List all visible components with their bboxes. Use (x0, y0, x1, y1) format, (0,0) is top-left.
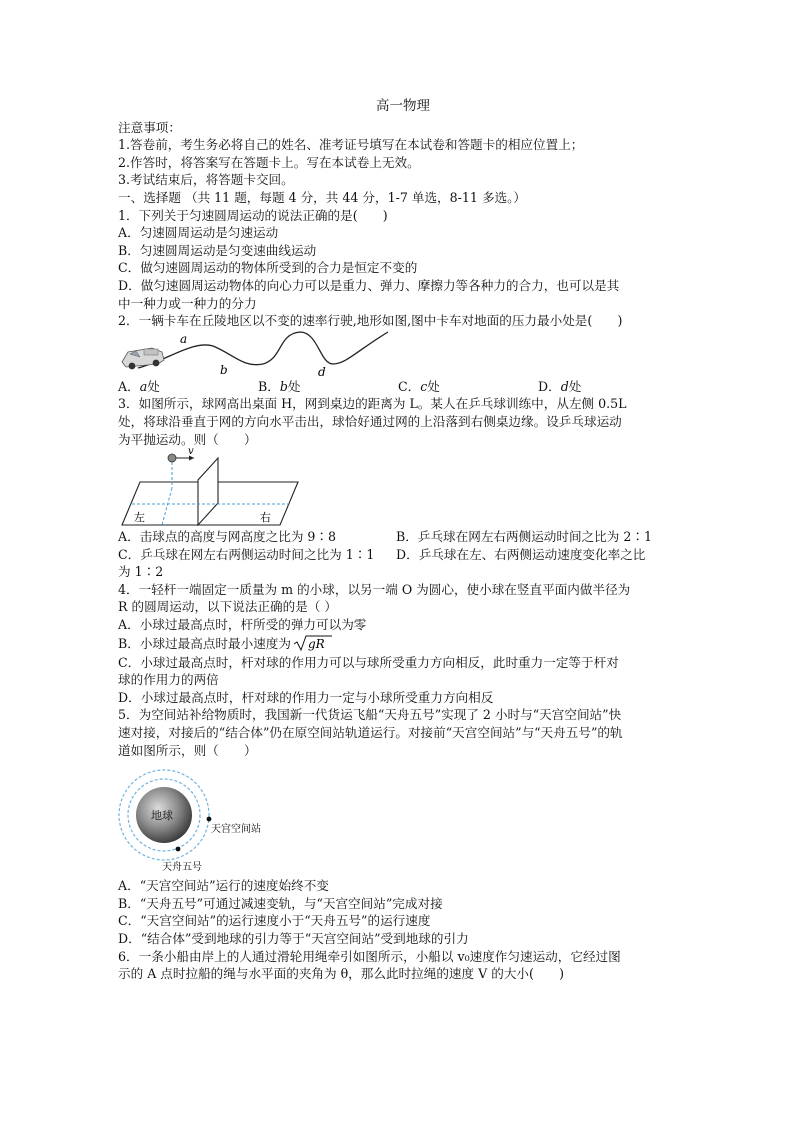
label-right: 右 (260, 511, 271, 525)
section-heading: 一、选择题 （共 11 题，每题 4 分，共 44 分，1-7 单选，8-11 多选。） (118, 189, 527, 205)
q4-option-c: C．小球过最高点时，杆对球的作用力可以与球所受重力方向相反，此时重力一定等于杆对 (118, 654, 619, 670)
q3-stem-line1: 3．如图所示，球网高出桌面 H，网到桌边的距离为 L。某人在乒乓球训练中，从左侧 0.5L (118, 396, 627, 412)
q6-stem-line2: 示的 A 点时拉船的绳与水平面的夹角为 θ，那么此时拉绳的速度 V 的大小( ) (118, 966, 565, 982)
sqrt-gr-formula (293, 634, 333, 652)
q4-stem-line2: R 的圆周运动，以下说法正确的是（ ） (118, 599, 337, 615)
q3-option-c: C．乒乓球在网左右两侧运动时间之比为 1∶1 (118, 546, 375, 562)
q5-stem-line3: 道如图所示，则（ ） (118, 742, 257, 758)
label-ship: 天舟五号 (162, 862, 202, 874)
q1-stem: 1．下列关于匀速圆周运动的说法正确的是( ) (118, 207, 388, 223)
ship-dot (176, 847, 181, 852)
notice-item: 2.作答时，将答案写在答题卡上。写在本试卷上无效。 (118, 154, 420, 170)
q3-options-row1 (118, 528, 688, 546)
q5-option-c: C．“天宫空间站”的运行速度小于“天舟五号”的运行速度 (118, 913, 431, 929)
q4-option-b: B．小球过最高点时最小速度为 gR (118, 634, 688, 654)
q6-stem-line1: 6．一条小船由岸上的人通过滑轮用绳牵引如图所示，小船以 v₀速度作匀速运动，它经过图 (118, 948, 621, 964)
label-b: b (220, 362, 228, 377)
q3-stem-line2: 处，将球沿垂直于网的方向水平击出，球恰好通过网的上沿落到右侧桌边缘。设乒乓球运动 (118, 413, 622, 429)
q5-stem-line2: 速对接，对接后的“结合体”仍在原空间站轨道运行。对接前“天宫空间站”与“天舟五号”的轨 (118, 725, 623, 741)
notice-item: 3.考试结束后，将答题卡交回。 (118, 172, 294, 188)
q1-option-c: C．做匀速圆周运动的物体所受到的合力是恒定不变的 (118, 260, 418, 276)
q5-orbit-figure (118, 759, 688, 877)
q1-option-d: D．做匀速圆周运动物体的向心力可以是重力、弹力、摩擦力等各种力的合力，也可以是其 (118, 277, 620, 293)
label-v: v (188, 448, 194, 458)
q2-terrain-figure (118, 330, 688, 378)
q1-option-d-cont: 中一种力或一种力的分力 (118, 295, 257, 311)
q4-stem-line1: 4．一轻杆一端固定一质量为 m 的小球，以另一端 O 为圆心，使小球在竖直平面内做半径为 (118, 581, 631, 597)
q3-option-d: D．乒乓球在左、右两侧运动速度变化率之比 (396, 546, 646, 562)
q2-option-c: C．c处 (398, 378, 440, 394)
exam-page (118, 98, 688, 983)
svg-text:gR: gR (307, 636, 325, 651)
label-c (291, 330, 298, 331)
q3-table-figure (118, 448, 688, 528)
q2-option-a: A．a处 (118, 378, 160, 394)
q2-options (118, 378, 688, 396)
q1-option-b: B．匀速圆周运动是匀变速曲线运动 (118, 242, 317, 258)
notice-heading: 注意事项： (118, 119, 181, 135)
label-station: 天宫空间站 (211, 824, 261, 836)
q5-option-a: A．“天宫空间站”运行的速度始终不变 (118, 878, 329, 894)
station-dot (207, 817, 212, 822)
q3-option-b: B．乒乓球在网左右两侧运动时间之比为 2∶1 (396, 529, 652, 545)
q4-option-a: A．小球过最高点时，杆所受的弹力可以为零 (118, 617, 367, 633)
q3-stem-line3: 为平抛运动。则（ ） (118, 431, 257, 447)
label-earth: 地球 (151, 809, 173, 823)
q2-option-d: D．d处 (538, 378, 582, 394)
q5-option-d: D．“结合体”受到地球的引力等于“天宫空间站”受到地球的引力 (118, 931, 469, 946)
ball-icon (168, 454, 176, 462)
label-a: a (180, 331, 188, 346)
q5-option-b: B．“天舟五号”可通过减速变轨，与“天宫空间站”完成对接 (118, 895, 443, 911)
q3-option-d-cont: 为 1∶2 (118, 564, 164, 580)
page-title: 高一物理 (376, 98, 430, 114)
q2-option-b: B．b处 (258, 378, 301, 394)
label-left: 左 (134, 511, 145, 525)
q1-option-a: A．匀速圆周运动是匀速运动 (118, 225, 279, 241)
q3-option-a: A．击球点的高度与网高度之比为 9∶8 (118, 529, 337, 545)
q5-stem-line1: 5．为空间站补给物质时，我国新一代货运飞船“天舟五号”实现了 2 小时与“天宫空间站”快 (118, 707, 622, 723)
q2-stem: 2．一辆卡车在丘陵地区以不变的速率行驶,地形如图,图中卡车对地面的压力最小处是( ) (118, 313, 623, 329)
q4-option-c-cont: 球的作用力的两倍 (118, 672, 219, 688)
notice-item: 1.答卷前，考生务必将自己的姓名、准考证号填写在本试卷和答题卡的相应位置上； (118, 137, 584, 153)
q3-options-row2 (118, 546, 688, 564)
q4-option-d: D．小球过最高点时，杆对球的作用力一定与小球所受重力方向相反 (118, 689, 494, 705)
label-d: d (318, 364, 326, 378)
